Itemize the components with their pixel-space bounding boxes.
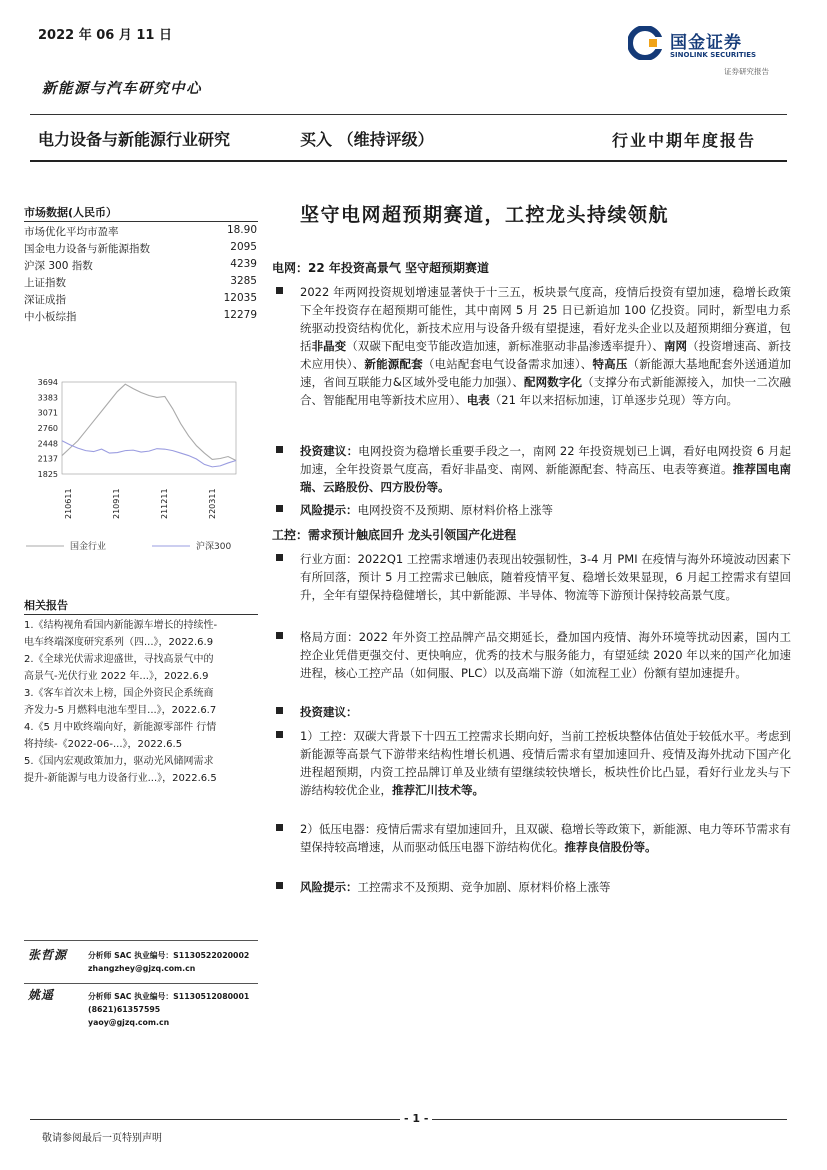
- para-text: （投资增速高、新技术应用快）、: [300, 339, 792, 371]
- related-report-line: 提升-新能源与电力设备行业...》，2022.6.5: [24, 773, 217, 784]
- related-report-line: 4.《5 月中欧终端向好，新能源零部件 行情: [24, 722, 217, 733]
- related-report-line: 2.《全球光伏需求迎盛世，寻找高景气中的: [24, 654, 214, 665]
- para-bold: 特高压: [592, 357, 628, 371]
- market-row: [24, 292, 257, 309]
- market-key: 深证成指: [24, 294, 66, 306]
- chart-series-line: [62, 441, 236, 467]
- automation-investment-label: [276, 703, 791, 721]
- para-bold: 非晶变: [311, 339, 347, 353]
- bullet-icon: [276, 707, 283, 714]
- para-text: 行业方面：2022Q1 工控需求增速仍表现出较强韧性，3-4 月 PMI 在疫情与海外环境波动因素下有所回落，预计 5 月工控需求已触底，随着疫情平复、稳增长效果显现，6 月起工控需求有望回升，全年有望保持稳健增长，其中新能源、半导体、物流等下游预计保持较高景气度。: [300, 552, 791, 602]
- chart-y-tick-label: 2137: [37, 454, 58, 464]
- logo-tagline: 证券研究报告: [724, 67, 769, 76]
- related-report-item[interactable]: [24, 651, 262, 685]
- automation-industry: [276, 550, 791, 604]
- logo-mark-icon: [628, 26, 662, 60]
- rating: 买入 （维持评级）: [300, 130, 434, 149]
- chart-y-tick-label: 3383: [37, 393, 58, 403]
- chart-x-tick-label: 220311: [208, 488, 217, 519]
- market-key: 中小板综指: [24, 311, 77, 323]
- para-bold: 配网数字化: [524, 375, 583, 389]
- para-label: 风险提示：: [300, 880, 358, 894]
- para-text: （双碳下配电变节能改造加速，新标准驱动非晶渗透率提升）、: [346, 339, 664, 353]
- para-label: 投资建议：: [300, 705, 358, 719]
- para-label: 风险提示：: [300, 503, 358, 517]
- para-text: 电网投资不及预期、原材料价格上涨等: [357, 503, 553, 517]
- report-type: 行业中期年度报告: [612, 131, 757, 150]
- para-bold: 电表: [466, 393, 490, 407]
- market-value: 18.90: [226, 224, 257, 236]
- related-report-item[interactable]: [24, 617, 262, 651]
- chart-legend-label: 国金行业: [70, 542, 107, 552]
- related-report-item[interactable]: [24, 719, 262, 753]
- analyst-phone: (8621)61357595: [88, 1005, 161, 1014]
- bullet-icon: [276, 446, 283, 453]
- analyst-license: 分析师 SAC 执业编号：S1130522020002: [88, 951, 250, 960]
- analyst-name: 姚遥: [28, 988, 55, 1002]
- header-bottom-divider: [30, 160, 787, 162]
- market-key: 国金电力设备与新能源指数: [24, 243, 150, 255]
- automation-item-1: [276, 727, 791, 799]
- page-number: - 1 -: [400, 1112, 432, 1125]
- para-bold: 推荐汇川技术等。: [392, 783, 484, 797]
- market-key: 沪深 300 指数: [24, 260, 93, 272]
- grid-risk: [276, 501, 791, 519]
- market-data-divider: [24, 221, 258, 222]
- grid-paragraph: [276, 283, 791, 409]
- footer-disclaimer: 敬请参阅最后一页特别声明: [42, 1133, 162, 1144]
- chart-y-tick-label: 3071: [37, 408, 58, 418]
- market-row: [24, 241, 257, 258]
- related-report-line: 电车终端深度研究系列（四...》，2022.6.9: [24, 637, 214, 648]
- chart-x-tick-label: 210611: [64, 488, 73, 519]
- para-text: （电站配套电气设备需求加速）、: [422, 357, 593, 371]
- para-text: 格局方面：2022 年外资工控品牌产品交期延长，叠加国内疫情、海外环境等扰动因素，国内工控企业凭借更强交付、更快响应，优秀的技术与服务能力，有望延续 2020 年以来的国产化加速进程，核心工控产品（如伺服、PLC）以及高端下游（如流程工业）份额有望加速提升。: [300, 630, 791, 680]
- analyst-divider: [24, 983, 258, 984]
- para-text: 2）低压电器：疫情后需求有望加速回升，且双碳、稳增长等政策下，新能源、电力等环节需求有望保持较高增速，从而驱动低压电器下游结构优化。: [300, 822, 791, 854]
- para-text: 工控需求不及预期、竞争加剧、原材料价格上涨等: [357, 880, 611, 894]
- market-value: 4239: [230, 258, 257, 270]
- market-row: [24, 224, 257, 241]
- related-reports-divider: [24, 614, 258, 615]
- bullet-icon: [276, 632, 283, 639]
- automation-landscape: [276, 628, 791, 682]
- automation-item-2: [276, 820, 791, 856]
- section-title-grid: 电网：22 年投资高景气 坚守超预期赛道: [272, 261, 490, 275]
- industry-title: 电力设备与新能源行业研究: [38, 130, 231, 149]
- report-date: 2022 年 06 月 11 日: [38, 28, 172, 43]
- market-data-title: 市场数据(人民币）: [24, 206, 118, 219]
- analyst-email[interactable]: yaoy@gjzq.com.cn: [88, 1018, 170, 1027]
- market-key: 上证指数: [24, 277, 66, 289]
- chart-y-tick-label: 1825: [37, 470, 58, 479]
- bullet-icon: [276, 731, 283, 738]
- related-report-line: 1.《结构视角看国内新能源车增长的持续性-: [24, 620, 218, 631]
- related-report-line: 3.《客车首次未上榜，国企外资民企系统商: [24, 688, 214, 699]
- analyst-email[interactable]: zhangzhey@gjzq.com.cn: [88, 964, 196, 973]
- chart-y-tick-label: 2448: [37, 439, 58, 449]
- related-report-item[interactable]: [24, 753, 262, 787]
- index-line-chart: [18, 370, 258, 570]
- analyst-info: [88, 990, 249, 1029]
- chart-series-line: [62, 384, 236, 460]
- chart-y-tick-label: 2760: [37, 423, 58, 433]
- bullet-icon: [276, 287, 283, 294]
- para-text: 电网投资为稳增长重要手段之一，南网 22 年投资规划已上调，看好电网投资 6 月起加速，全年投资景气度高，看好非晶变、南网、新能源配套、特高压、电表等赛道。: [300, 444, 792, 476]
- bullet-icon: [276, 554, 283, 561]
- bullet-icon: [276, 824, 283, 831]
- market-value: 12279: [223, 309, 257, 321]
- related-report-line: 5.《国内宏观政策加力，驱动光风储网需求: [24, 756, 214, 767]
- market-row: [24, 258, 257, 275]
- sinolink-logo: [628, 24, 788, 80]
- market-row: [24, 309, 257, 326]
- research-center: 新能源与汽车研究中心: [42, 81, 202, 97]
- chart-legend-label: 沪深300: [196, 542, 232, 552]
- bullet-icon: [276, 882, 283, 889]
- bullet-icon: [276, 505, 283, 512]
- para-bold: 推荐国电南瑞、云路股份、四方股份等。: [300, 462, 791, 494]
- market-value: 12035: [223, 292, 257, 304]
- para-bold: 推荐良信股份等。: [564, 840, 657, 854]
- market-value: 2095: [230, 241, 257, 253]
- para-label: 投资建议：: [300, 444, 359, 458]
- analyst-divider: [24, 940, 258, 941]
- market-key: 市场优化平均市盈率: [24, 226, 119, 238]
- para-text: （新能源大基地配套外送通道加速，省间互联能力&区域外受电能力加强）、: [300, 357, 792, 389]
- related-report-line: 高景气-光伏行业 2022 年...》，2022.6.9: [24, 671, 209, 682]
- chart-x-tick-label: 210911: [112, 488, 121, 519]
- para-bold: 南网: [663, 339, 688, 353]
- grid-investment-advice: [276, 442, 791, 496]
- automation-risk: [276, 878, 791, 896]
- para-text: （21 年以来招标加速，订单逐步兑现）等方向。: [489, 393, 739, 407]
- section-title-automation: 工控：需求预计触底回升 龙头引领国产化进程: [272, 528, 517, 542]
- market-value: 3285: [230, 275, 257, 287]
- para-text: （支撑分布式新能源接入，加快一二次融合、智能配用电等新技术应用）、: [300, 375, 792, 407]
- related-reports-title: 相关报告: [24, 599, 68, 612]
- related-report-item[interactable]: [24, 685, 262, 719]
- report-main-title: 坚守电网超预期赛道，工控龙头持续领航: [300, 204, 670, 226]
- analyst-name: 张哲源: [28, 948, 68, 962]
- para-text: 2022 年两网投资规划增速显著快于十三五，板块景气度高，疫情后投资有望加速，稳增长政策下全年投资存在超预期可能性，其中南网 5 月 25 日已新追加 100 亿投资。同时，新型电力系统驱动投资结构优化，新技术应用与设备升级有望提速，看好龙头企业以及超预期细分赛道，包括: [300, 285, 791, 353]
- analyst-license: 分析师 SAC 执业编号：S1130512080001: [88, 992, 250, 1001]
- analyst-info: [88, 949, 249, 975]
- para-text: 1）工控：双碳大背景下十四五工控需求长期向好，当前工控板块整体估值处于较低水平。考虑到新能源等高景气下游带来结构性增长机遇、疫情后需求有望加速回升、疫情及海外扰动下国产化进程超预期，内资工控品牌订单及业绩有望继续较快增长，板块性价比凸显，看好行业龙头与下游结构较优企业，: [300, 729, 791, 797]
- related-report-line: 将持续-《2022-06-...》，2022.6.5: [24, 739, 183, 750]
- chart-x-tick-label: 211211: [160, 488, 169, 519]
- para-bold: 新能源配套: [364, 357, 423, 371]
- logo-name-en: SINOLINK SECURITIES: [670, 51, 757, 59]
- market-row: [24, 275, 257, 292]
- related-report-line: 齐发力-5 月燃料电池车型目...》，2022.6.7: [24, 705, 217, 716]
- chart-y-tick-label: 3694: [37, 378, 58, 387]
- logo-name-cn: 国金证券: [670, 33, 742, 53]
- header-divider: [30, 114, 787, 115]
